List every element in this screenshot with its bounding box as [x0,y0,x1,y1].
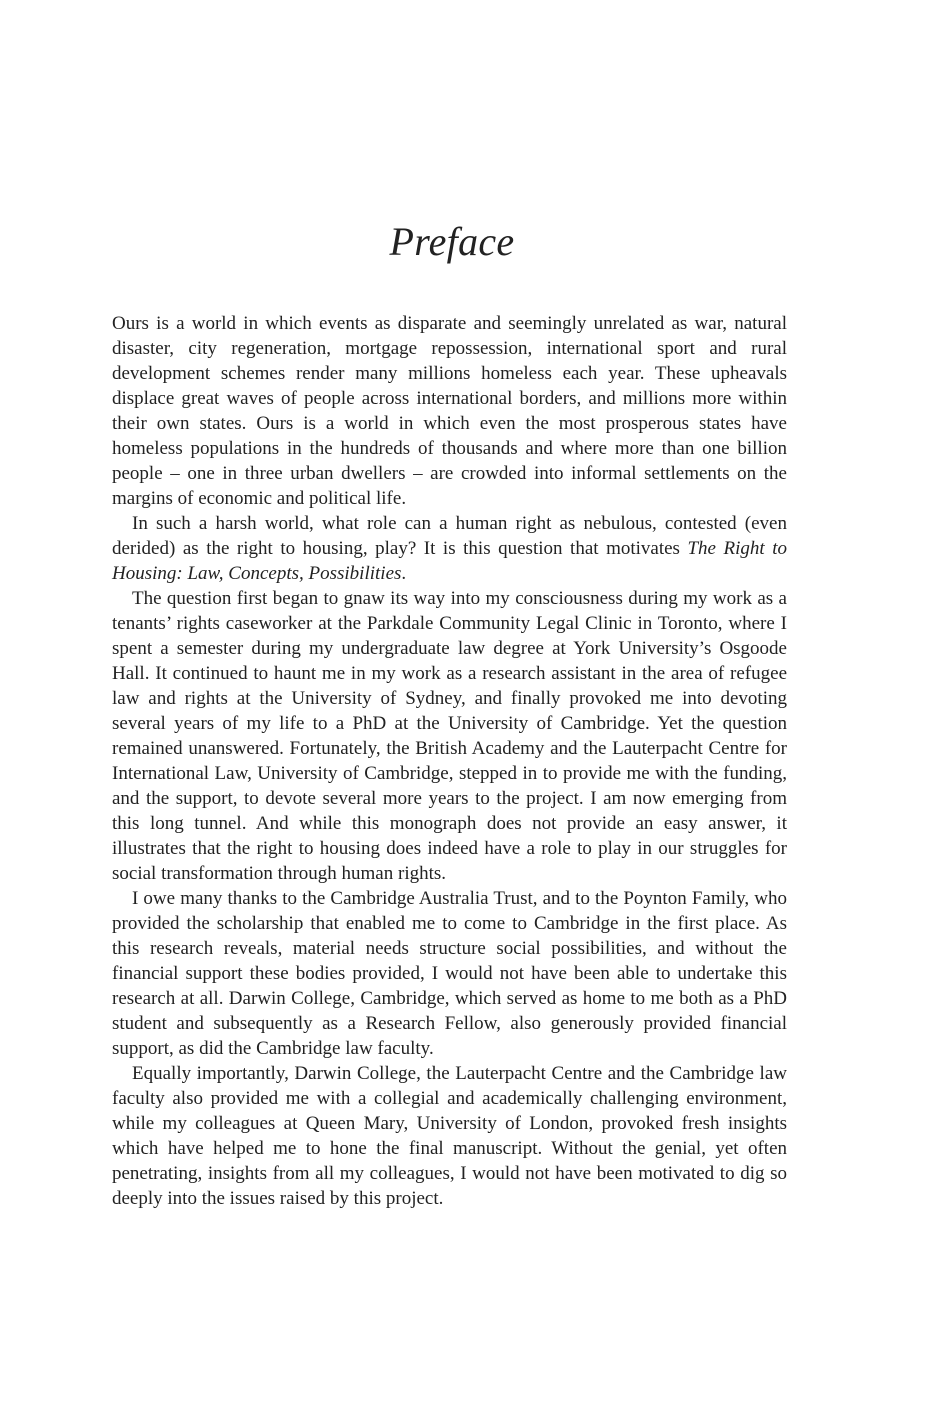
book-title: The Right to Housing: Law, Concepts, Possibilities [112,538,787,584]
paragraph-5: Equally importantly, Darwin College, the Lauterpacht Centre and the Cambridge law faculty also provided me with a collegial and academically challenging environment, while my colleagues at Queen Mary, University of London, provoked fresh insights which have helped me to hone the final manuscript. Without the genial, yet often penetrating, insights from all my colleagues, I would not have been motivated to dig so deeply into the issues raised by this project. [112,1063,787,1209]
paragraph-2 [112,511,787,586]
paragraph-2-text: In such a harsh world, what role can a human right as nebulous, contested (even derided) as the right to housing, play? It is this question that motivates [112,513,787,559]
page-title: Preface [389,219,515,264]
paragraph-1: Ours is a world in which events as disparate and seemingly unrelated as war, natural disaster, city regeneration, mortgage repossession, international sport and rural development schemes render many millions homeless each year. These upheavals displace great waves of people across international borders, and millions more within their own states. Ours is a world in which even the most prosperous states have homeless populations in the hundreds of thousands and where more than one billion people – one in three urban dwellers – are crowded into informal settlements on the margins of economic and political life. [112,313,787,509]
paragraph-3: The question first began to gnaw its way into my consciousness during my work as a tenants’ rights caseworker at the Parkdale Community Legal Clinic in Toronto, where I spent a semester during my undergraduate law degree at York University’s Osgoode Hall. It continued to haunt me in my work as a research assistant in the area of refugee law and rights at the University of Sydney, and finally provoked me into devoting several years of my life to a PhD at the University of Cambridge. Yet the question remained unanswered. Fortunately, the British Academy and the Lauterpacht Centre for International Law, University of Cambridge, stepped in to provide me with the funding, and the support, to devote several more years to the project. I am now emerging from this long tunnel. And while this monograph does not provide an easy answer, it illustrates that the right to housing does indeed have a role to play in our struggles for social transformation through human rights. [112,588,787,884]
preface-body [112,311,787,1211]
paragraph-2-end: . [401,563,407,584]
paragraph-4: I owe many thanks to the Cambridge Australia Trust, and to the Poynton Family, who provided the scholarship that enabled me to come to Cambridge in the first place. As this research reveals, material needs structure social possibilities, and without the financial support these bodies provided, I would not have been able to undertake this research at all. Darwin College, Cambridge, which served as home to me both as a PhD student and subsequently as a Research Fellow, also generously provided financial support, as did the Cambridge law faculty. [112,888,787,1059]
